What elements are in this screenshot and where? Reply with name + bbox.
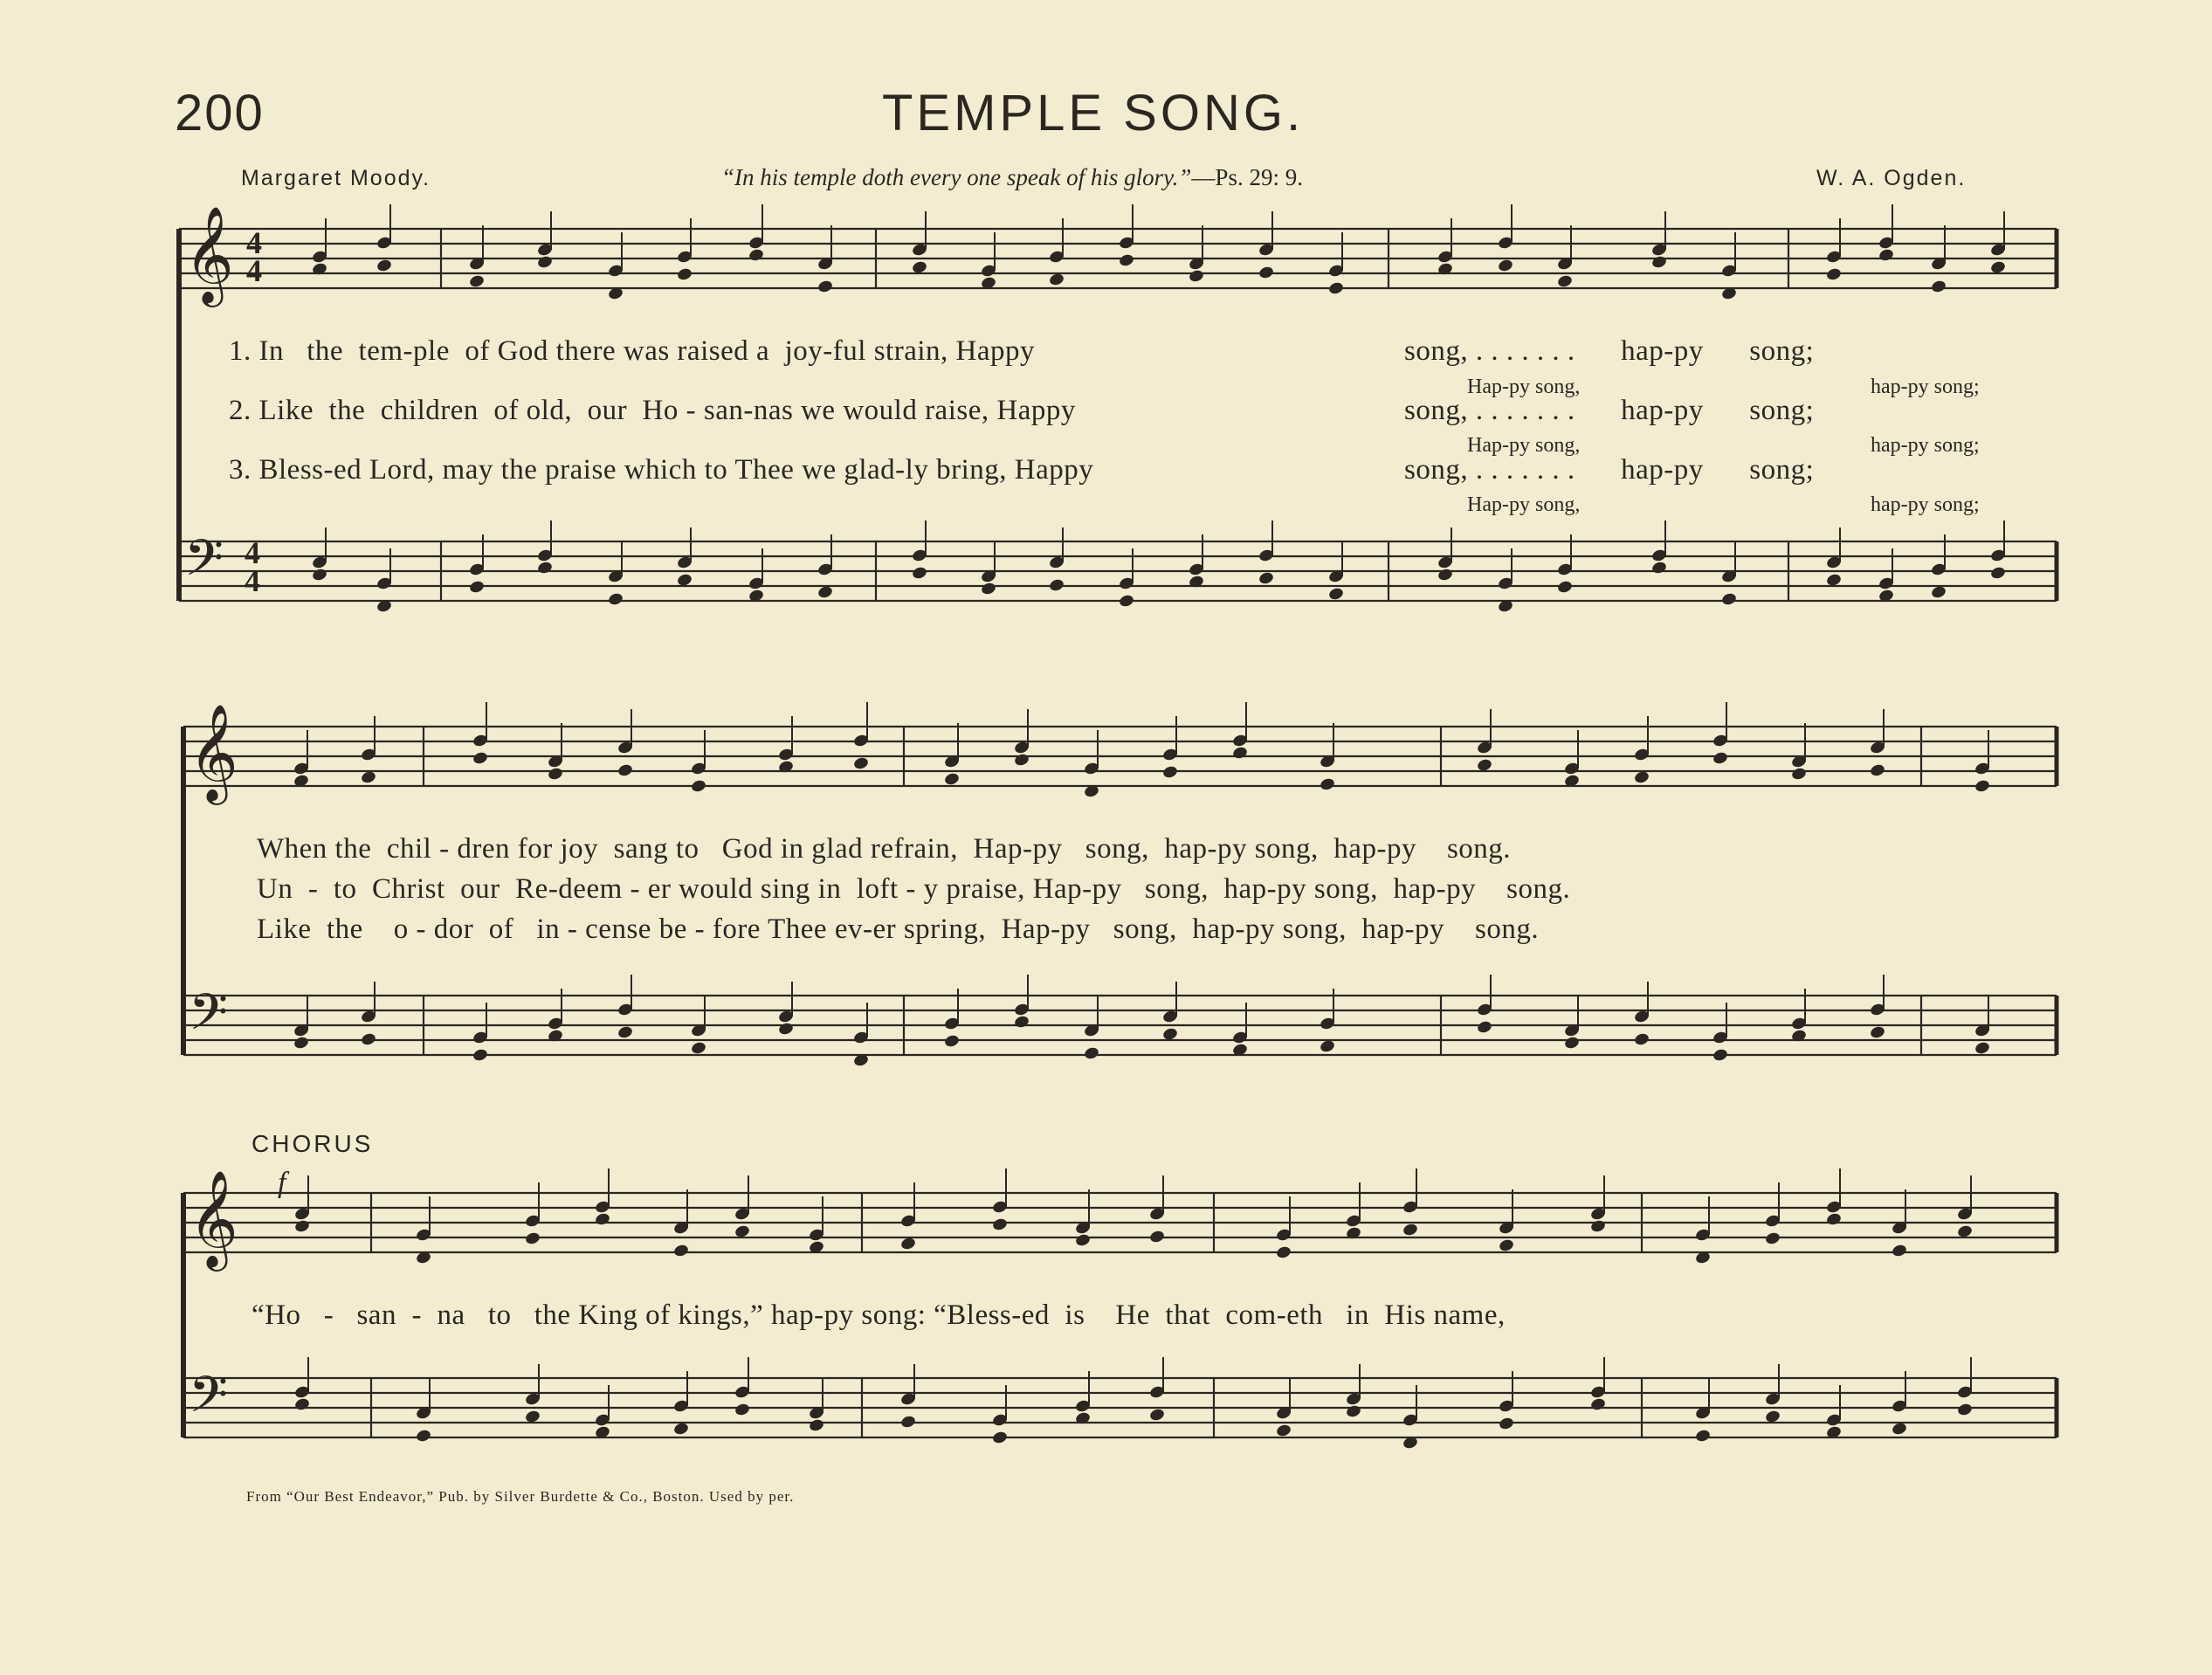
verse-2-lyrics: 2. Like the children of old, our Ho - san-nas we would raise, Happy: [229, 395, 1076, 426]
epigraph-reference: —Ps. 29: 9.: [1191, 164, 1303, 190]
bass-clef-icon: 𝄢: [189, 982, 229, 1054]
verse-1-ending: song, . . . . . . . hap-py song;: [1404, 335, 1815, 367]
svg-text:4: 4: [246, 253, 262, 288]
lyricist-credit: Margaret Moody.: [241, 166, 431, 190]
verse-2-echo: Hap-py song,: [1467, 434, 1581, 457]
chorus-label: CHORUS: [252, 1130, 374, 1157]
treble-clef-icon: 𝄞: [189, 1169, 238, 1267]
composer-credit: W. A. Ogden.: [1816, 166, 1967, 190]
refrain-line-3: Like the o - dor of in - cense be - fore Thee ev-er spring, Hap-py song, hap-py song, hap-py song.: [257, 913, 1540, 945]
verse-1-echo-2: hap-py song;: [1871, 376, 1980, 398]
bass-clef-icon: 𝄢: [184, 528, 224, 600]
verse-2-echo-2: hap-py song;: [1871, 434, 1980, 457]
time-signature: 4: [245, 535, 260, 570]
refrain-line-2: Un - to Christ our Re-deem - er would sing in loft - y praise, Hap-py song, hap-py song, hap-py song.: [257, 873, 1571, 905]
svg-text:4: 4: [245, 563, 260, 598]
epigraph-text: “In his temple doth every one speak of his glory.”: [721, 164, 1192, 190]
song-title: TEMPLE SONG.: [882, 85, 1305, 141]
forte-marking: f: [278, 1167, 286, 1199]
verse-3-ending: song, . . . . . . . hap-py song;: [1404, 454, 1815, 486]
treble-clef-icon: 𝄞: [189, 703, 238, 801]
bass-clef-icon: 𝄢: [189, 1365, 229, 1437]
page-number: 200: [175, 85, 265, 141]
treble-clef-icon: 𝄞: [184, 205, 234, 303]
chorus-lyrics: “Ho - san - na to the King of kings,” hap-py song: “Bless-ed is He that com-eth in His name,: [252, 1299, 1506, 1331]
verse-1-echo: Hap-py song,: [1467, 376, 1581, 398]
verse-1-lyrics: 1. In the tem-ple of God there was raised a joy-ful strain, Happy: [229, 335, 1035, 367]
verse-3-echo: Hap-py song,: [1467, 493, 1581, 516]
refrain-line-1: When the chil - dren for joy sang to God in glad refrain, Hap-py song, hap-py song, hap-py song.: [257, 833, 1512, 865]
verse-2-ending: song, . . . . . . . hap-py song;: [1404, 395, 1815, 426]
publication-credit: From “Our Best Endeavor,” Pub. by Silver Burdette & Co., Boston. Used by per.: [246, 1488, 795, 1505]
time-signature: 4: [246, 225, 262, 260]
verse-3-lyrics: 3. Bless-ed Lord, may the praise which to Thee we glad-ly bring, Happy: [229, 454, 1094, 486]
verse-3-echo-2: hap-py song;: [1871, 493, 1980, 516]
